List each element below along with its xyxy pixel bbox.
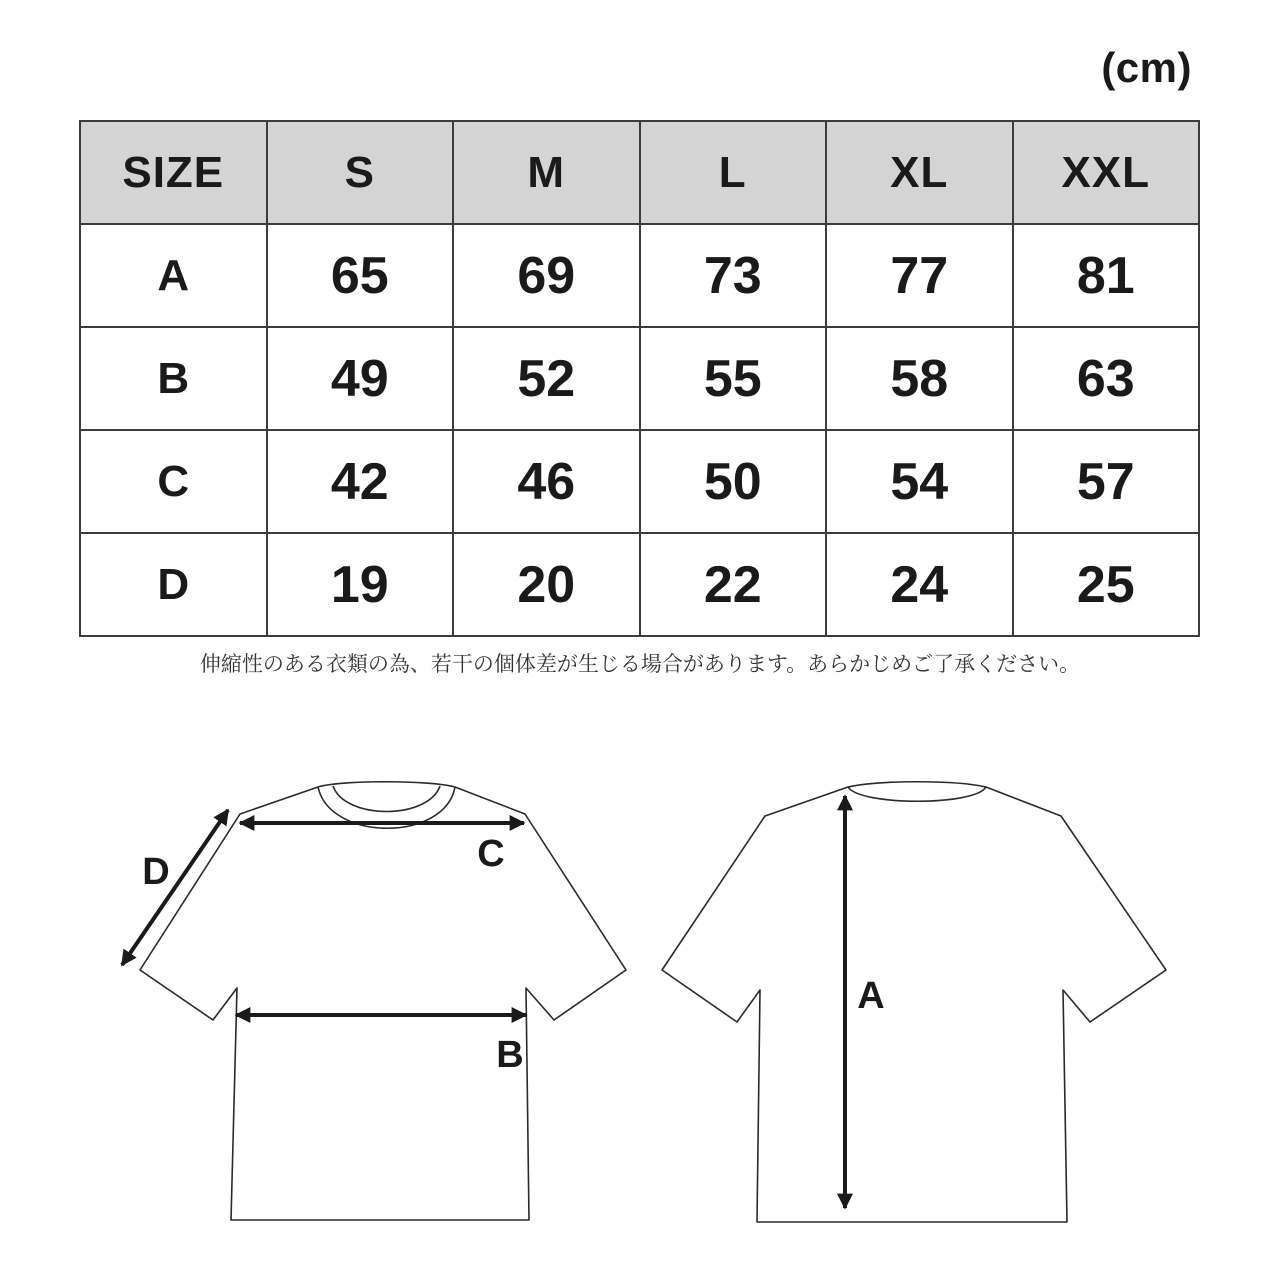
row-label-d: D — [80, 533, 267, 636]
row-label-b: B — [80, 327, 267, 430]
dimension-label-d: D — [142, 851, 170, 893]
size-table — [79, 120, 1200, 637]
row-label-a: A — [80, 224, 267, 327]
unit-label: (cm) — [1101, 44, 1192, 91]
cell-d-s: 19 — [267, 533, 454, 636]
table-row — [80, 327, 1199, 430]
cell-d-xl: 24 — [826, 533, 1013, 636]
cell-d-m: 20 — [453, 533, 640, 636]
table-row — [80, 224, 1199, 327]
cell-c-l: 50 — [640, 430, 827, 533]
cell-c-s: 42 — [267, 430, 454, 533]
cell-b-m: 52 — [453, 327, 640, 430]
tshirt-back-outline — [662, 782, 1166, 1222]
cell-d-xxl: 25 — [1013, 533, 1200, 636]
dimension-label-a: A — [857, 975, 885, 1017]
header-xl: XL — [826, 121, 1013, 224]
cell-c-xxl: 57 — [1013, 430, 1200, 533]
header-l: L — [640, 121, 827, 224]
cell-d-l: 22 — [640, 533, 827, 636]
table-row — [80, 533, 1199, 636]
cell-b-xxl: 63 — [1013, 327, 1200, 430]
header-size: SIZE — [80, 121, 267, 224]
table-header-row — [80, 121, 1199, 224]
cell-a-xl: 77 — [826, 224, 1013, 327]
cell-a-m: 69 — [453, 224, 640, 327]
table-row — [80, 430, 1199, 533]
header-m: M — [453, 121, 640, 224]
disclaimer-note: 伸縮性のある衣類の為、若干の個体差が生じる場合があります。あらかじめご了承ください。 — [199, 652, 1081, 676]
cell-c-xl: 54 — [826, 430, 1013, 533]
measurement-diagram — [0, 700, 1280, 1260]
dimension-arrow-d — [122, 810, 228, 965]
dimension-label-b: B — [496, 1034, 524, 1076]
cell-a-xxl: 81 — [1013, 224, 1200, 327]
cell-b-xl: 58 — [826, 327, 1013, 430]
tshirt-front-outline — [140, 782, 626, 1220]
cell-c-m: 46 — [453, 430, 640, 533]
header-xxl: XXL — [1013, 121, 1200, 224]
cell-a-s: 65 — [267, 224, 454, 327]
header-s: S — [267, 121, 454, 224]
cell-b-l: 55 — [640, 327, 827, 430]
row-label-c: C — [80, 430, 267, 533]
dimension-label-c: C — [477, 833, 505, 875]
cell-b-s: 49 — [267, 327, 454, 430]
cell-a-l: 73 — [640, 224, 827, 327]
